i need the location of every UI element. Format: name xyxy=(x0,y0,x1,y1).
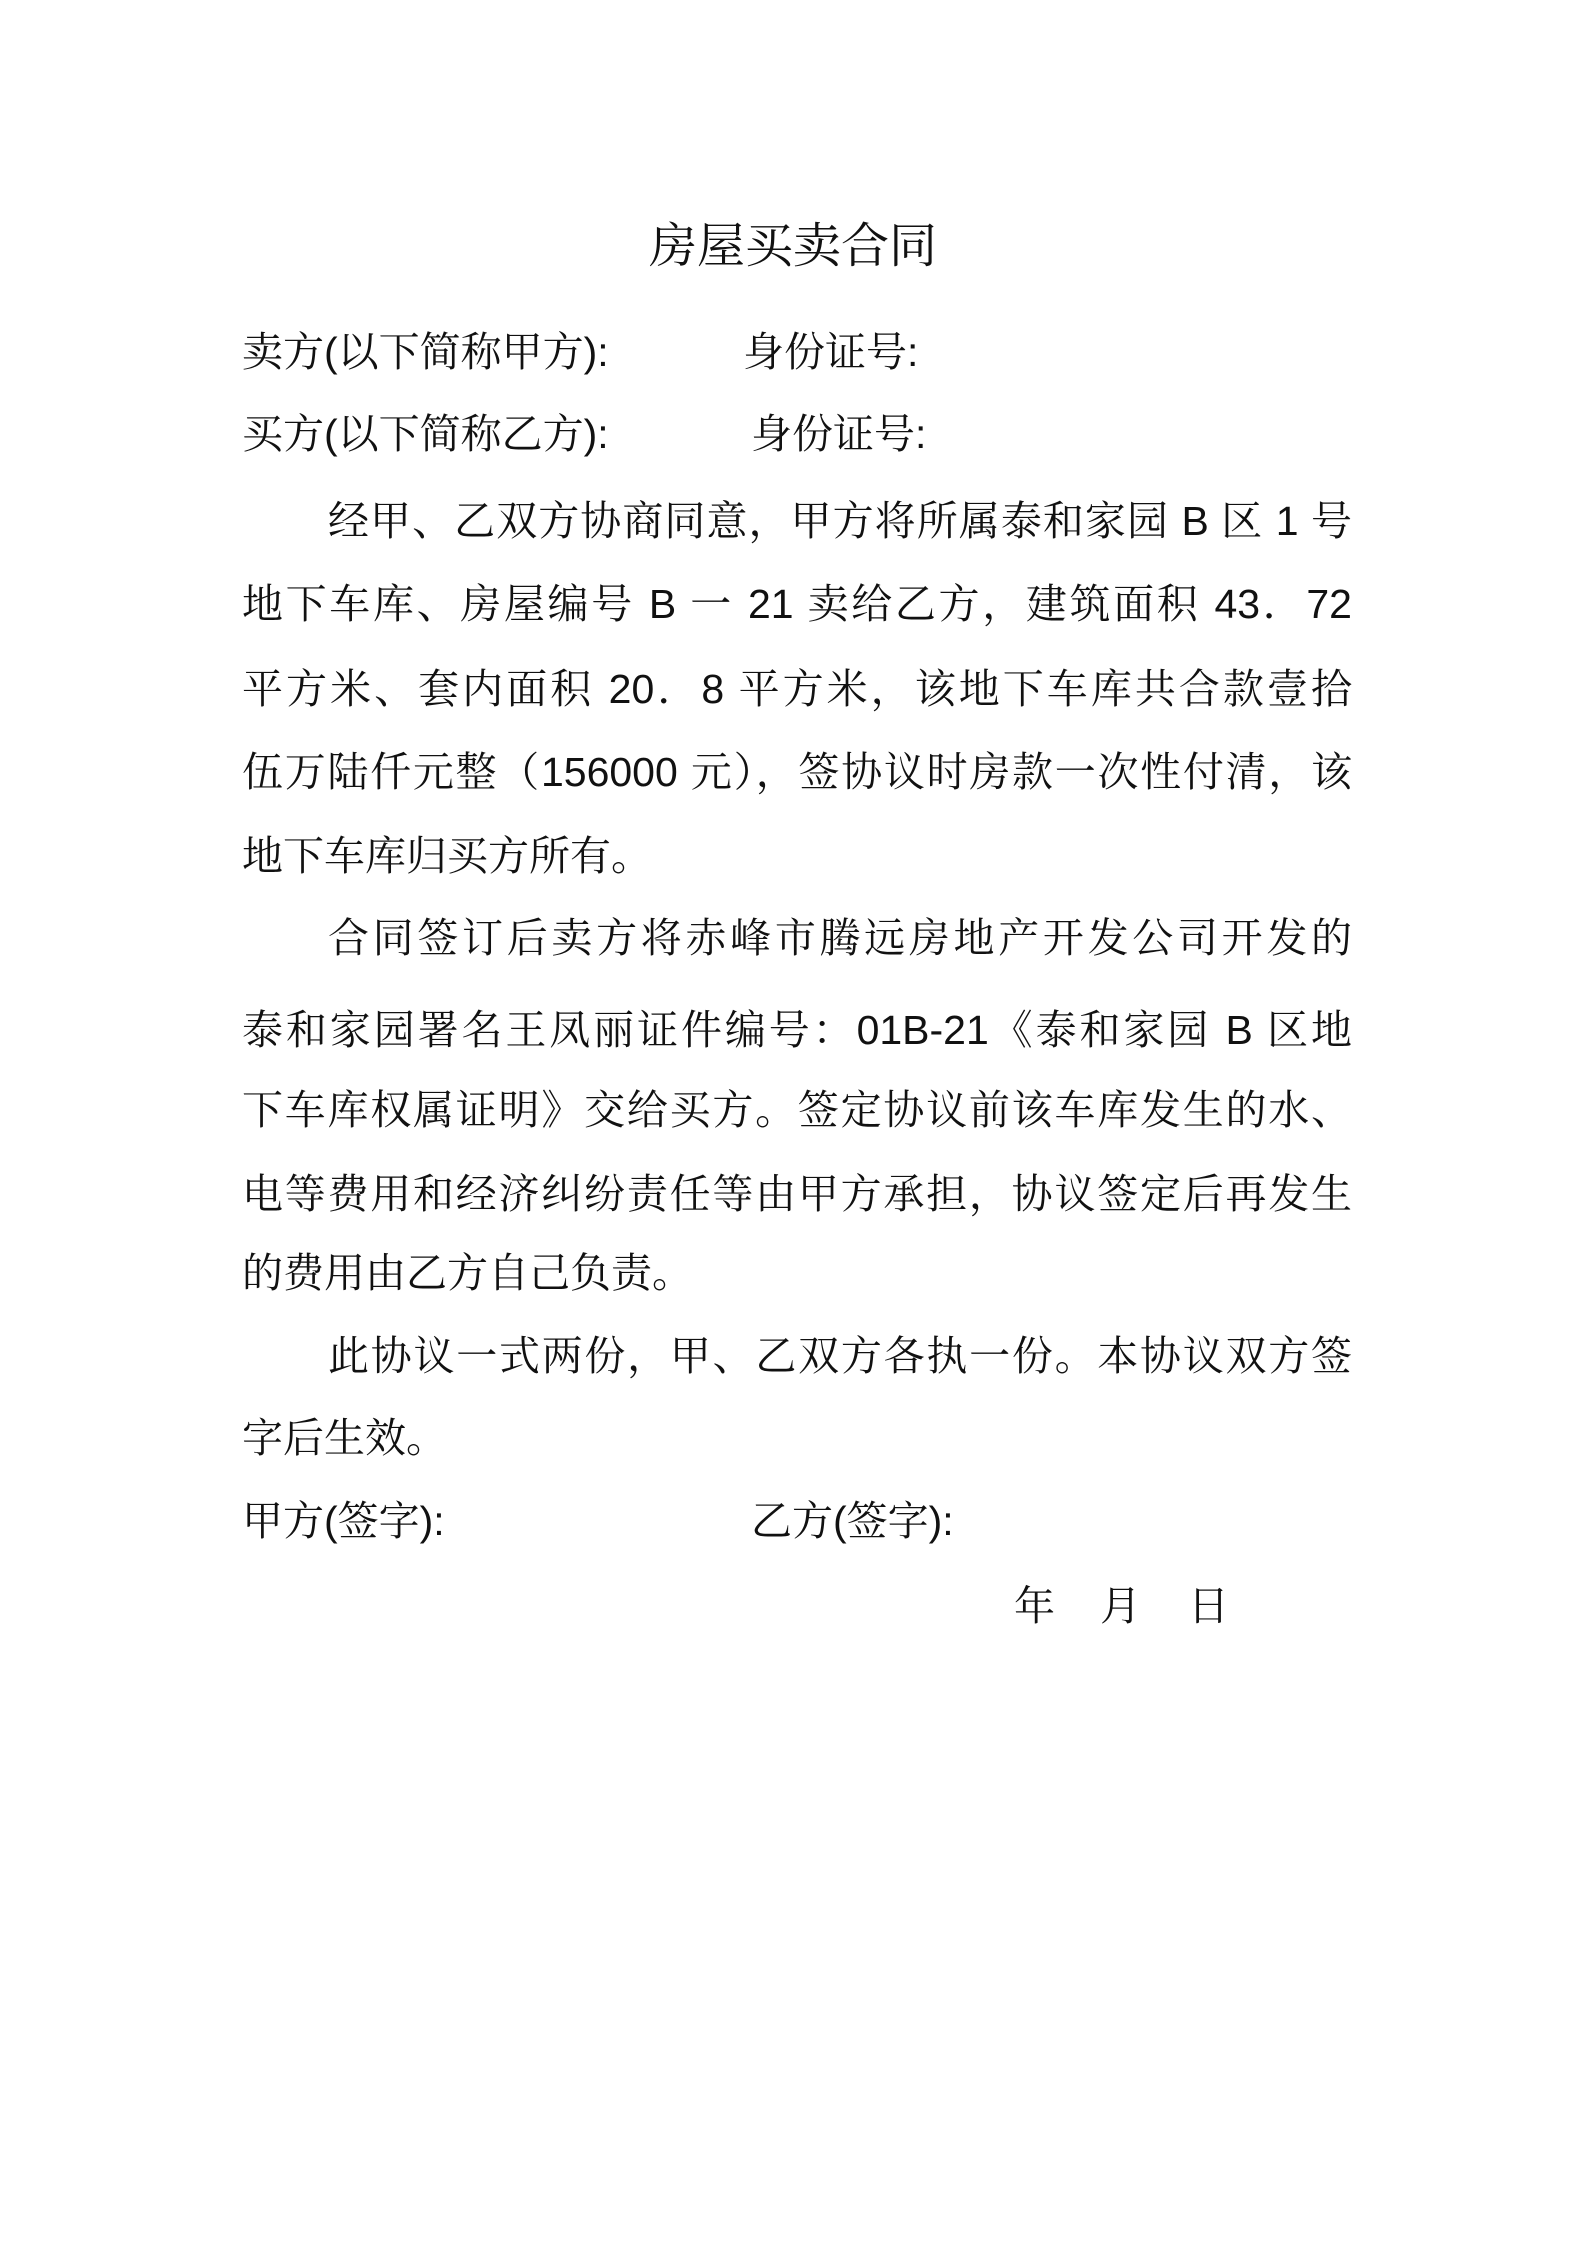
party-a-signature-label: 甲方(签字): xyxy=(242,1498,445,1544)
paragraph-3-line: 字后生效。 xyxy=(242,1415,447,1461)
seller-label: 卖方(以下简称甲方): xyxy=(242,329,609,375)
paragraph-1-line: 地下车库、房屋编号 B 一 21 卖给乙方，建筑面积 43．72 xyxy=(242,581,1352,627)
paragraph-2-line: 电等费用和经济纠纷责任等由甲方承担，协议签定后再发生 xyxy=(242,1171,1352,1217)
date-day-label: 日 xyxy=(1188,1583,1229,1629)
paragraph-1-line: 平方米、套内面积 20．8 平方米，该地下车库共合款壹拾 xyxy=(242,666,1352,712)
buyer-id-label: 身份证号: xyxy=(751,411,927,457)
paragraph-2-line: 下车库权属证明》交给买方。签定协议前该车库发生的水、 xyxy=(242,1087,1352,1133)
paragraph-1-line: 地下车库归买方所有。 xyxy=(242,833,652,879)
buyer-label: 买方(以下简称乙方): xyxy=(242,411,609,457)
date-year-label: 年 xyxy=(1014,1583,1055,1629)
paragraph-1-line: 伍万陆仟元整（156000 元），签协议时房款一次性付清，该 xyxy=(242,749,1352,795)
paragraph-1-line: 经甲、乙双方协商同意，甲方将所属泰和家园 B 区 1 号 xyxy=(328,498,1352,544)
date-month-label: 月 xyxy=(1100,1583,1141,1629)
paragraph-2-line: 泰和家园署名王凤丽证件编号：01B-21《泰和家园 B 区地 xyxy=(242,1007,1352,1053)
paragraph-2-line: 合同签订后卖方将赤峰市腾远房地产开发公司开发的 xyxy=(328,915,1352,961)
document-title: 房屋买卖合同 xyxy=(648,220,937,273)
party-b-signature-label: 乙方(签字): xyxy=(751,1498,954,1544)
seller-id-label: 身份证号: xyxy=(743,329,919,375)
paragraph-3-line: 此协议一式两份，甲、乙双方各执一份。本协议双方签 xyxy=(328,1333,1352,1379)
paragraph-2-line: 的费用由乙方自己负责。 xyxy=(242,1250,693,1296)
